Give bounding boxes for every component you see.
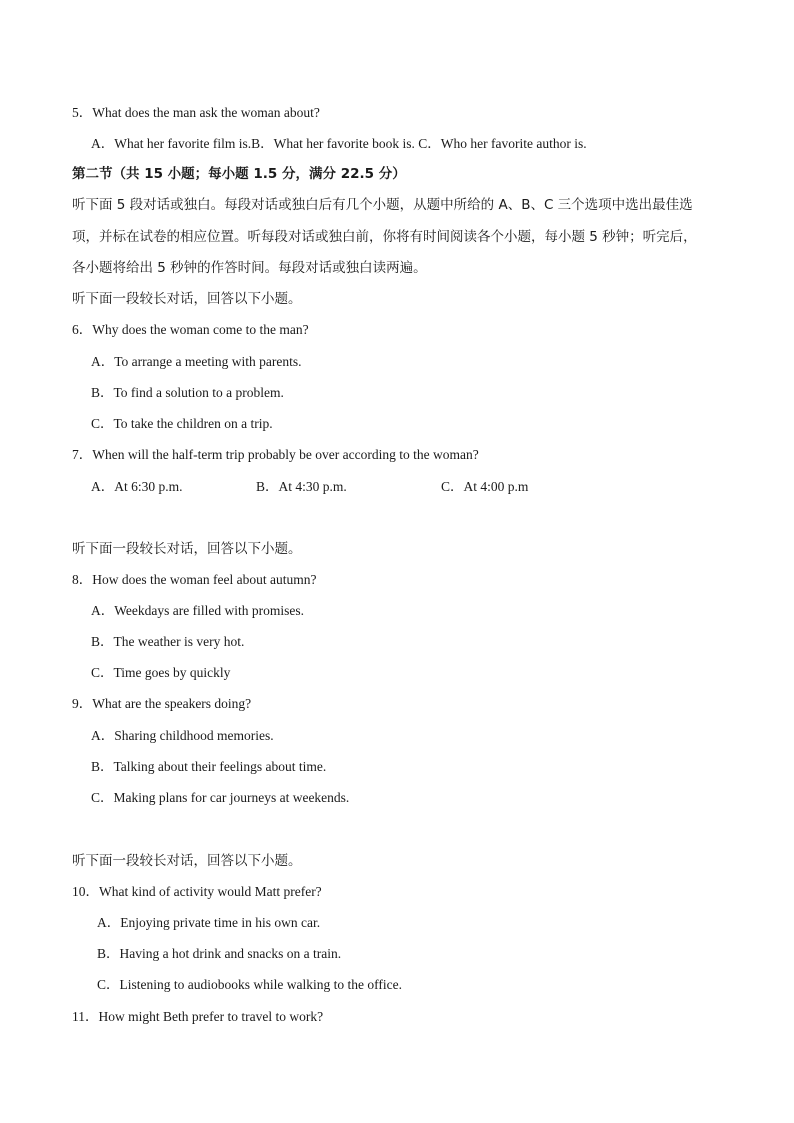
question-9-option-c: C．Making plans for car journeys at weekends. bbox=[91, 790, 350, 805]
section-2-instructions-line-1: 听下面 5 段对话或独白。每段对话或独白后有几个小题，从题中所给的 A、B、C 三个选项中选出最佳选 bbox=[72, 197, 693, 213]
question-11: 11．How might Beth prefer to travel to work? bbox=[72, 1009, 324, 1024]
dialogue-intro-1: 听下面一段较长对话，回答以下小题。 bbox=[72, 291, 302, 307]
question-10-option-c: C．Listening to audiobooks while walking to the office. bbox=[97, 977, 402, 992]
question-8-option-a: A．Weekdays are filled with promises. bbox=[91, 603, 304, 618]
question-9-option-a: A．Sharing childhood memories. bbox=[91, 728, 274, 743]
question-8-option-c: C．Time goes by quickly bbox=[91, 665, 231, 680]
question-10-option-a: A．Enjoying private time in his own car. bbox=[97, 915, 321, 930]
question-9-option-b: B．Talking about their feelings about time. bbox=[91, 759, 327, 774]
question-6: 6．Why does the woman come to the man? bbox=[72, 322, 309, 337]
question-7-option-b: B．At 4:30 p.m. bbox=[256, 479, 347, 494]
question-9: 9．What are the speakers doing? bbox=[72, 696, 252, 711]
question-8: 8．How does the woman feel about autumn? bbox=[72, 572, 317, 587]
question-7-option-c: C．At 4:00 p.m bbox=[441, 479, 529, 494]
question-8-option-b: B．The weather is very hot. bbox=[91, 634, 245, 649]
question-5-options: A．What her favorite film is.B．What her favorite book is. C．Who her favorite author is. bbox=[91, 136, 587, 151]
dialogue-intro-3: 听下面一段较长对话，回答以下小题。 bbox=[72, 853, 302, 869]
question-5: 5．What does the man ask the woman about? bbox=[72, 105, 320, 120]
question-6-option-b: B．To find a solution to a problem. bbox=[91, 385, 284, 400]
question-10-option-b: B．Having a hot drink and snacks on a train. bbox=[97, 946, 342, 961]
question-10: 10．What kind of activity would Matt prefer? bbox=[72, 884, 322, 899]
section-2-instructions-line-2: 项，并标在试卷的相应位置。听每段对话或独白前，你将有时间阅读各个小题，每小题 5 秒钟；听完后， bbox=[72, 229, 697, 245]
question-6-option-c: C．To take the children on a trip. bbox=[91, 416, 273, 431]
question-7: 7．When will the half-term trip probably be over according to the woman? bbox=[72, 447, 479, 462]
question-7-option-a: A．At 6:30 p.m. bbox=[91, 479, 183, 494]
question-6-option-a: A．To arrange a meeting with parents. bbox=[91, 354, 302, 369]
section-2-title: 第二节（共 15 小题；每小题 1.5 分，满分 22.5 分） bbox=[72, 166, 406, 182]
section-2-instructions-line-3: 各小题将给出 5 秒钟的作答时间。每段对话或独白读两遍。 bbox=[72, 260, 427, 276]
dialogue-intro-2: 听下面一段较长对话，回答以下小题。 bbox=[72, 541, 302, 557]
